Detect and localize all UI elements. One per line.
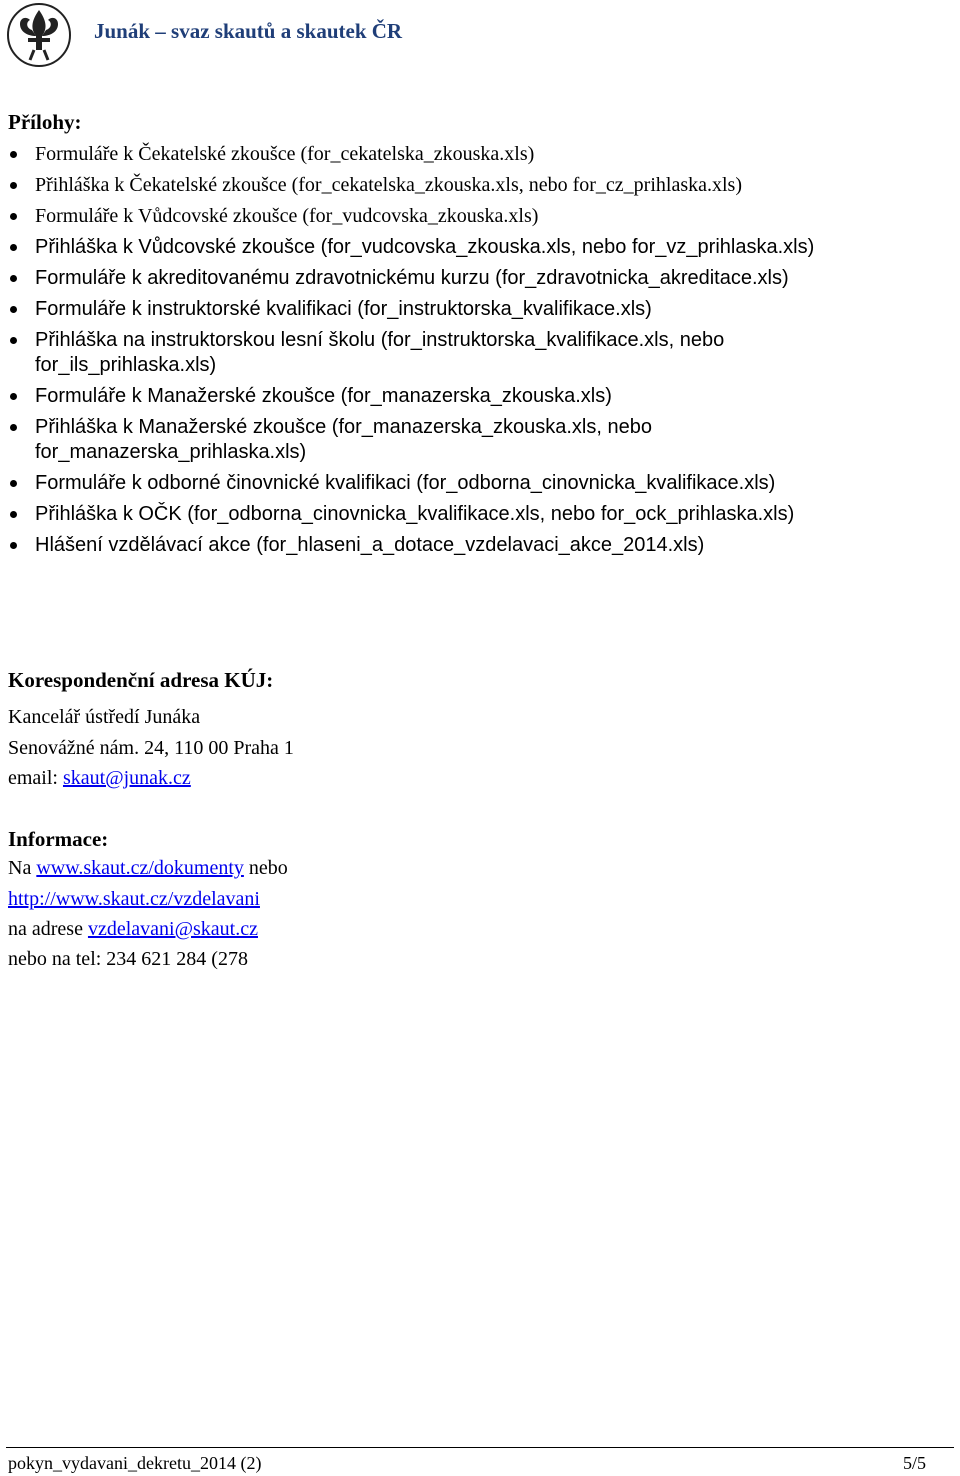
list-item: Hlášení vzdělávací akce (for_hlaseni_a_dotace_vzdelavaci_akce_2014.xls) [0, 533, 950, 558]
scout-lily-logo-icon [6, 2, 72, 68]
info-heading: Informace: [8, 827, 109, 851]
footer-filename: pokyn_vydavani_dekretu_2014 (2) [8, 1453, 262, 1473]
list-item: Přihláška k Čekatelské zkoušce (for_cekatelska_zkouska.xls, nebo for_cz_prihlaska.xls) [0, 173, 950, 198]
address-heading: Korespondenční adresa KÚJ: [8, 668, 274, 692]
info-line-1: Na www.skaut.cz/dokumenty nebo [8, 857, 288, 879]
list-item: Formuláře k odborné činovnické kvalifikaci (for_odborna_cinovnicka_kvalifikace.xls) [0, 471, 950, 496]
email-link[interactable]: skaut@junak.cz [62, 767, 191, 789]
list-item: Přihláška k OČK (for_odborna_cinovnicka_kvalifikace.xls, nebo for_ock_prihlaska.xls) [0, 502, 950, 527]
list-item: Přihláška k Vůdcovské zkoušce (for_vudcovska_zkouska.xls, nebo for_vz_prihlaska.xls) [0, 235, 950, 260]
education-email-link[interactable]: vzdelavani@skaut.cz [87, 918, 258, 940]
address-line-2: Senovážné nám. 24, 110 00 Praha 1 [8, 737, 294, 759]
header-title: Junák – svaz skautů a skautek ČR [94, 19, 403, 43]
documents-link[interactable]: www.skaut.cz/dokumenty [36, 857, 244, 879]
info-line-2 [8, 888, 260, 911]
list-item: Formuláře k Čekatelské zkoušce (for_cekatelska_zkouska.xls) [0, 142, 950, 167]
page-header [0, 0, 960, 68]
attachments-heading: Přílohy: [8, 110, 82, 134]
address-email-line [8, 767, 191, 790]
list-item: Přihláška k Manažerské zkoušce (for_manazerska_zkouska.xls, nebo for_manazerska_prihlaska.xls) [0, 415, 950, 465]
attachments-list [0, 142, 950, 564]
list-item: Formuláře k Vůdcovské zkoušce (for_vudcovska_zkouska.xls) [0, 204, 950, 229]
footer-page-number: 5/5 [902, 1453, 926, 1473]
footer-divider [6, 1447, 954, 1448]
address-line-1: Kancelář ústředí Junáka [8, 706, 201, 728]
info-phone: nebo na tel: 234 621 284 (278 [8, 948, 248, 970]
list-item: Formuláře k akreditovanému zdravotnickému kurzu (for_zdravotnicka_akreditace.xls) [0, 266, 950, 291]
email-label: email: [8, 767, 63, 789]
list-item: Formuláře k Manažerské zkoušce (for_manazerska_zkouska.xls) [0, 384, 950, 409]
list-item: Formuláře k instruktorské kvalifikaci (for_instruktorska_kvalifikace.xls) [0, 297, 950, 322]
education-link[interactable]: http://www.skaut.cz/vzdelavani [8, 888, 260, 910]
list-item: Přihláška na instruktorskou lesní školu (for_instruktorska_kvalifikace.xls, nebo for_ils_prihlaska.xls) [0, 328, 950, 378]
info-line-3: na adrese vzdelavani@skaut.cz [8, 918, 258, 940]
